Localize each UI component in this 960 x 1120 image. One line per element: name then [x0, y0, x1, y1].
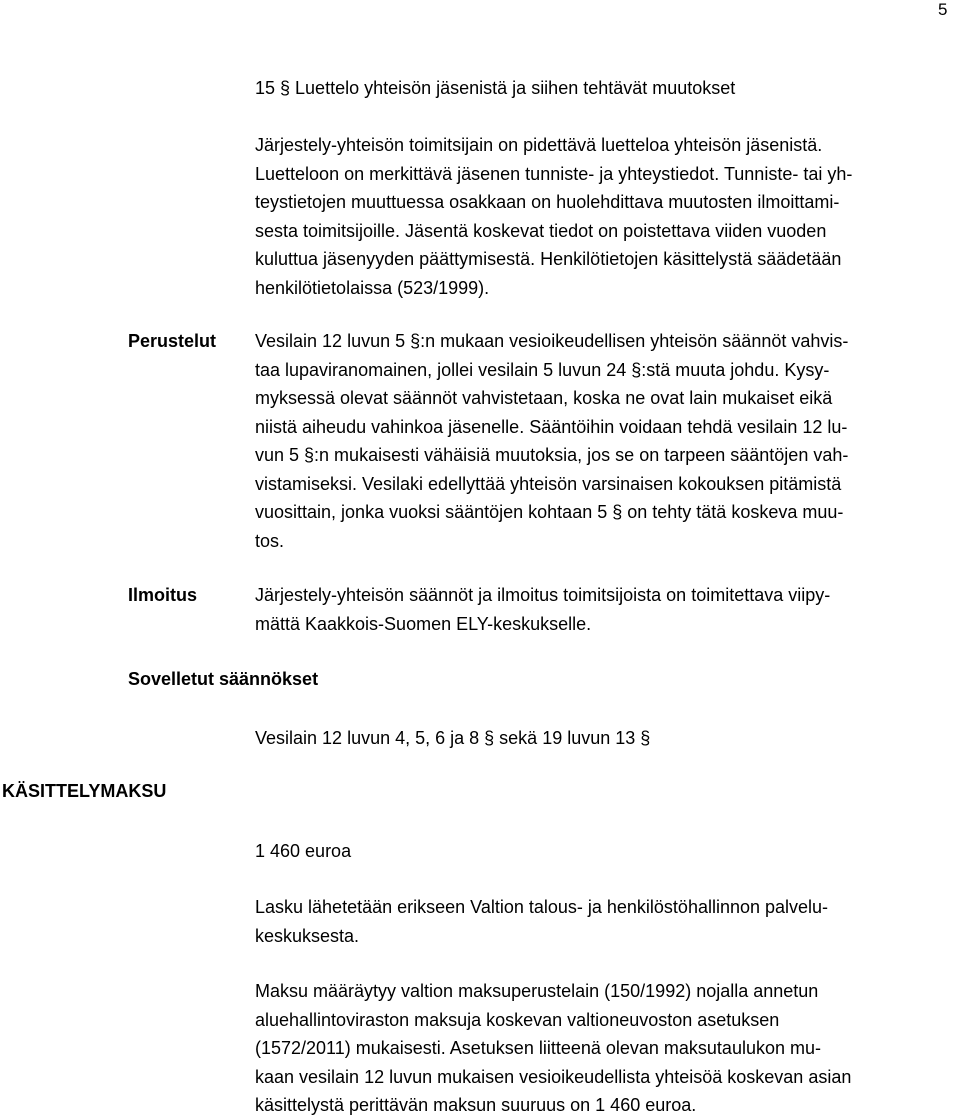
ilmoitus-text: [255, 581, 945, 638]
section-text: [255, 131, 945, 302]
invoice-text: [255, 893, 945, 950]
perustelut-line: taa lupaviranomainen, jollei vesilain 5 luvun 24 §:stä muuta johdu. Kysy-: [255, 359, 830, 380]
fee-basis-text: [255, 977, 945, 1120]
sovelletut-text: Vesilain 12 luvun 4, 5, 6 ja 8 § sekä 19 luvun 13 §: [255, 728, 651, 748]
sovelletut-heading: Sovelletut säännökset: [128, 669, 319, 689]
section-text-line: teystietojen muuttuessa osakkaan on huolehdittava muutosten ilmoittami-: [255, 192, 840, 212]
perustelut-line: tos.: [255, 530, 285, 551]
section-text-line: kuluttua jäsenyyden päättymisestä. Henkilötietojen käsittelystä säädetään: [255, 249, 842, 269]
perustelut-text: [255, 327, 945, 555]
page-number: 5: [938, 0, 948, 19]
fee-basis-line: käsittelystä perittävän maksun suuruus on 1 460 euroa.: [255, 1095, 697, 1115]
section-text-line: Luetteloon on merkittävä jäsenen tunniste- ja yhteystiedot. Tunniste- tai yh-: [255, 163, 853, 184]
section-title: 15 § Luettelo yhteisön jäsenistä ja siihen tehtävät muutokset: [255, 78, 736, 98]
perustelut-line: Vesilain 12 luvun 5 §:n mukaan vesioikeudellisen yhteisön säännöt vahvis-: [255, 331, 849, 351]
perustelut-line: niistä aiheudu vahinkoa jäsenelle. Sääntöihin voidaan tehdä vesilain 12 lu-: [255, 416, 848, 437]
invoice-line: Lasku lähetetään erikseen Valtion talous- ja henkilöstöhallinnon palvelu-: [255, 897, 829, 917]
perustelut-line: vistamiseksi. Vesilaki edellyttää yhteisön varsinaisen kokouksen pitämistä: [255, 473, 842, 494]
ilmoitus-line: mättä Kaakkois-Suomen ELY-keskukselle.: [255, 613, 592, 634]
fee-basis-line: (1572/2011) mukaisesti. Asetuksen liitteenä olevan maksutaulukon mu-: [255, 1038, 821, 1058]
invoice-line: keskuksesta.: [255, 925, 360, 946]
section-text-line: sesta toimitsijoille. Jäsentä koskevat tiedot on poistettava viiden vuoden: [255, 220, 827, 241]
fee-basis-line: kaan vesilain 12 luvun mukaisen vesioikeudellista yhteisöä koskevan asian: [255, 1066, 852, 1087]
fee-amount: 1 460 euroa: [255, 841, 352, 861]
perustelut-line: vuosittain, jonka vuoksi sääntöjen kohtaan 5 § on tehty tätä koskeva muu-: [255, 502, 844, 522]
section-text-line: Järjestely-yhteisön toimitsijain on pidettävä luetteloa yhteisön jäsenistä.: [255, 135, 823, 155]
section-text-line: henkilötietolaissa (523/1999).: [255, 277, 490, 298]
kasittelymaksu-heading: KÄSITTELYMAKSU: [2, 781, 167, 801]
perustelut-label: Perustelut: [128, 331, 217, 351]
fee-basis-line: Maksu määräytyy valtion maksuperustelain (150/1992) nojalla annetun: [255, 981, 819, 1001]
perustelut-line: myksessä olevat säännöt vahvistetaan, koska ne ovat lain mukaiset eikä: [255, 388, 833, 408]
ilmoitus-label: Ilmoitus: [128, 585, 198, 605]
fee-basis-line: aluehallintoviraston maksuja koskevan valtioneuvoston asetuksen: [255, 1009, 780, 1030]
ilmoitus-line: Järjestely-yhteisön säännöt ja ilmoitus toimitsijoista on toimitettava viipy-: [255, 585, 831, 605]
perustelut-line: vun 5 §:n mukaisesti vähäisiä muutoksia, jos se on tarpeen sääntöjen vah-: [255, 445, 849, 465]
